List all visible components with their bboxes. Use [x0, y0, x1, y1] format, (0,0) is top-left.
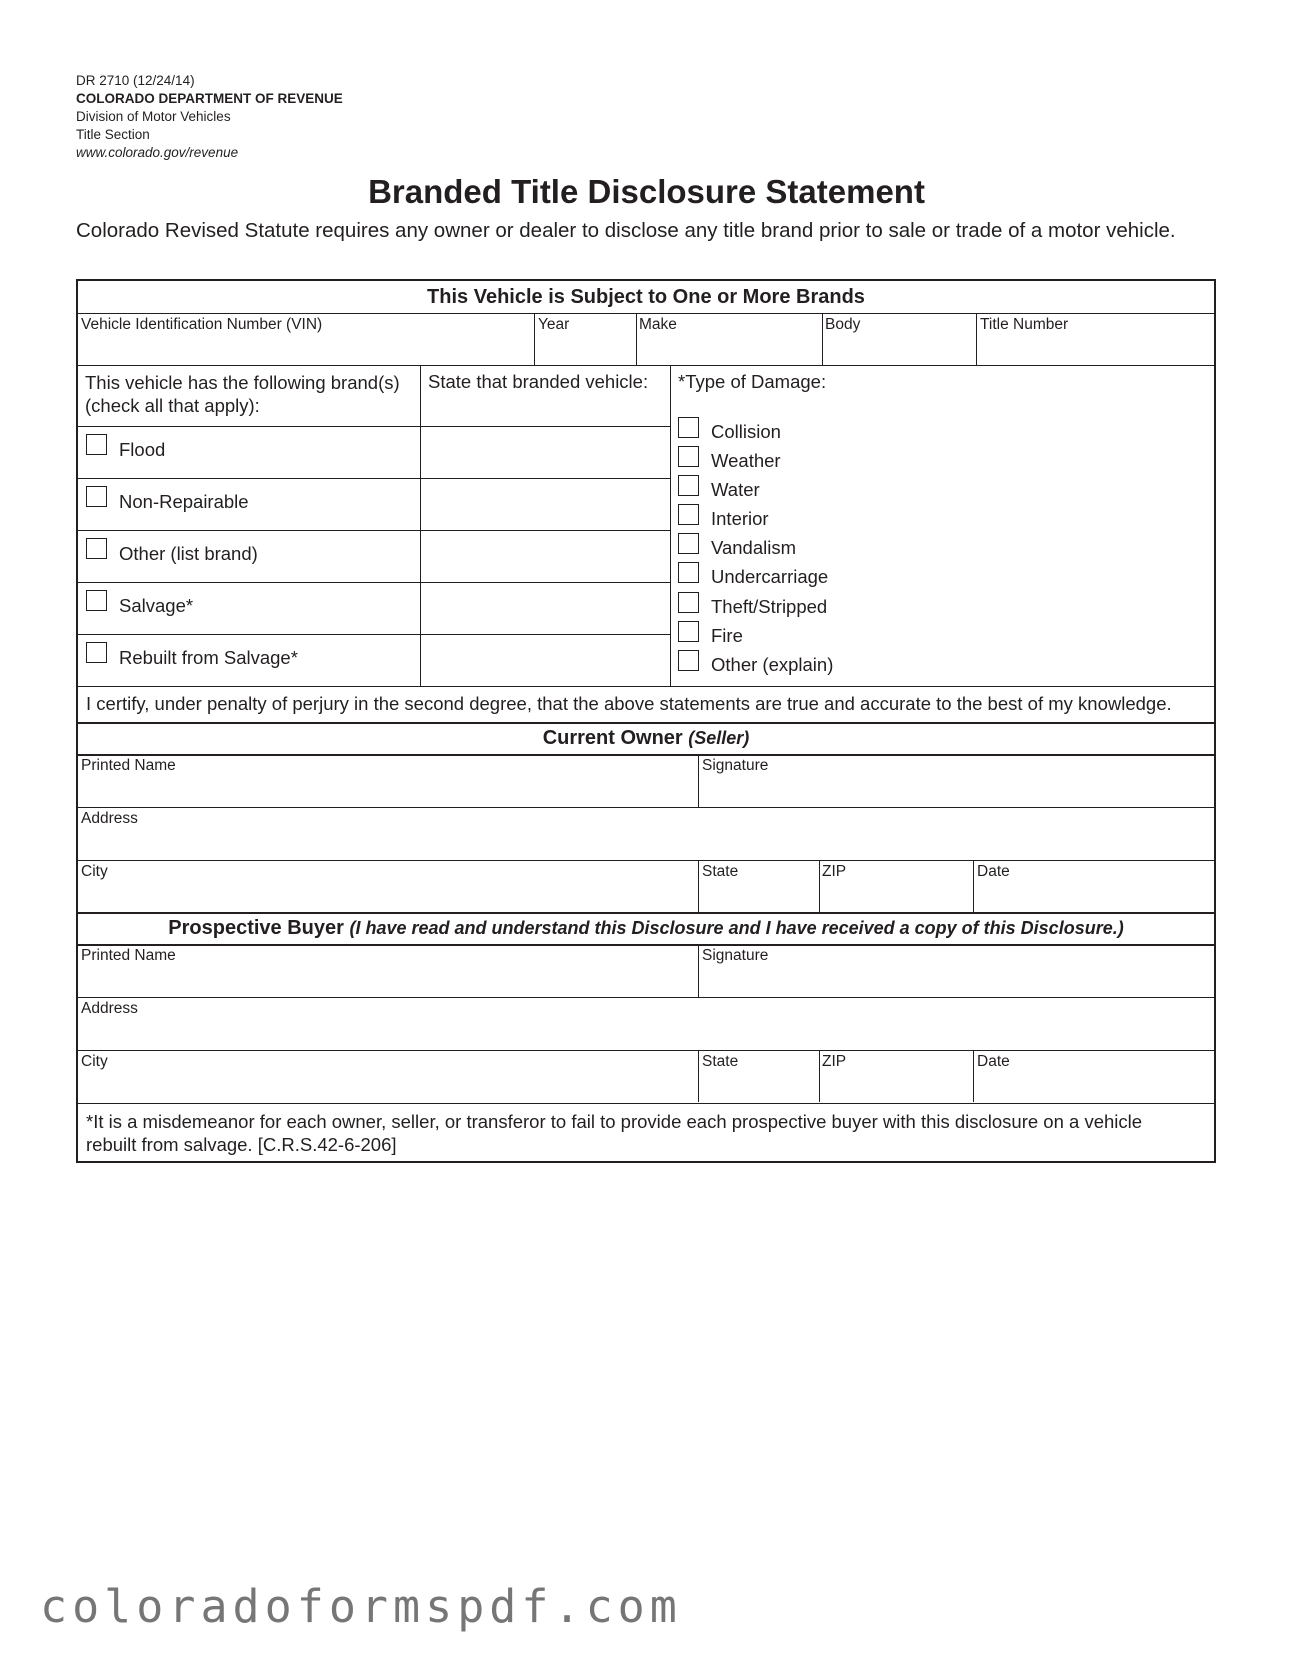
salvage-state-input[interactable] — [421, 583, 670, 634]
brands-heading — [85, 371, 400, 417]
buyer-signature-input[interactable] — [699, 966, 1214, 996]
buyer-date-input[interactable] — [974, 1072, 1214, 1102]
damage-collision-label: Collision — [711, 421, 781, 442]
owner-section-heading — [78, 727, 1214, 750]
buyer-printed-name-label: Printed Name — [81, 947, 176, 964]
buyer-heading-note: (I have read and understand this Disclosure and I have received a copy of this Disclosure.) — [349, 918, 1124, 938]
fire-checkbox[interactable] — [678, 621, 699, 642]
brands-heading-line1: This vehicle has the following brand(s) — [85, 372, 400, 393]
other-brand-state-input[interactable] — [421, 531, 670, 582]
collision-checkbox[interactable] — [678, 417, 699, 438]
make-label: Make — [639, 316, 677, 333]
vin-label: Vehicle Identification Number (VIN) — [81, 316, 323, 333]
flood-state-input[interactable] — [421, 427, 670, 478]
damage-interior-label: Interior — [711, 508, 769, 529]
watermark: coloradoformspdf.com — [40, 1580, 682, 1633]
page-title: Branded Title Disclosure Statement — [368, 173, 925, 210]
state-branded-heading: State that branded vehicle: — [428, 371, 649, 392]
theft-stripped-checkbox[interactable] — [678, 592, 699, 613]
damage-theft-label: Theft/Stripped — [711, 596, 828, 617]
buyer-zip-input[interactable] — [820, 1072, 973, 1102]
non-repairable-state-input[interactable] — [421, 479, 670, 530]
title-number-input[interactable] — [977, 336, 1214, 365]
damage-fire-label: Fire — [711, 625, 743, 646]
title-number-label: Title Number — [980, 316, 1069, 333]
brands-heading-line2: (check all that apply): — [85, 395, 260, 416]
owner-heading-note: (Seller) — [688, 728, 750, 748]
interior-checkbox[interactable] — [678, 504, 699, 525]
damage-undercarriage-label: Undercarriage — [711, 566, 829, 587]
owner-heading-text: Current Owner — [542, 727, 683, 749]
buyer-heading-text: Prospective Buyer — [168, 917, 344, 939]
brand-salvage-label: Salvage* — [119, 595, 194, 616]
owner-address-label: Address — [81, 810, 138, 827]
page-subtitle: Colorado Revised Statute requires any owner or dealer to disclose any title brand prior to sale or trade of a motor vehicle. — [76, 219, 1176, 242]
undercarriage-checkbox[interactable] — [678, 562, 699, 583]
footnote — [86, 1110, 1142, 1156]
rebuilt-from-salvage-checkbox[interactable] — [86, 642, 107, 663]
form-header — [76, 72, 343, 162]
section-name: Title Section — [76, 127, 150, 142]
owner-printed-name-label: Printed Name — [81, 757, 176, 774]
buyer-printed-name-input[interactable] — [78, 966, 698, 996]
brand-non-repairable-label: Non-Repairable — [119, 491, 249, 512]
certification-statement: I certify, under penalty of perjury in the second degree, that the above statements are true and accurate to the best of my knowledge. — [86, 693, 1172, 714]
owner-signature-label: Signature — [702, 757, 769, 774]
damage-weather-label: Weather — [711, 450, 781, 471]
other-damage-checkbox[interactable] — [678, 650, 699, 671]
footnote-line1: *It is a misdemeanor for each owner, seller, or transferor to fail to provide each prospective buyer with this disclosure on a vehicle — [86, 1111, 1143, 1132]
owner-state-label: State — [702, 863, 739, 880]
year-label: Year — [538, 316, 570, 333]
owner-state-input[interactable] — [699, 882, 819, 912]
buyer-state-input[interactable] — [699, 1072, 819, 1102]
body-label: Body — [825, 316, 861, 333]
website-link[interactable]: www.colorado.gov/revenue — [76, 145, 239, 160]
damage-vandalism-label: Vandalism — [711, 537, 797, 558]
owner-address-input[interactable] — [78, 829, 1214, 859]
make-input[interactable] — [637, 336, 822, 365]
damage-heading: *Type of Damage: — [678, 371, 827, 392]
buyer-signature-label: Signature — [702, 947, 769, 964]
disclosure-form — [76, 279, 1216, 1163]
flood-checkbox[interactable] — [86, 434, 107, 455]
vin-input[interactable] — [78, 336, 534, 365]
department-name: COLORADO DEPARTMENT OF REVENUE — [76, 91, 343, 106]
owner-printed-name-input[interactable] — [78, 776, 698, 806]
buyer-state-label: State — [702, 1053, 739, 1070]
buyer-address-label: Address — [81, 1000, 138, 1017]
damage-other-label: Other (explain) — [711, 654, 834, 675]
body-input[interactable] — [823, 336, 976, 365]
buyer-address-input[interactable] — [78, 1019, 1214, 1049]
footnote-line2: rebuilt from salvage. [C.R.S.42-6-206] — [86, 1134, 397, 1155]
damage-water-label: Water — [711, 479, 760, 500]
buyer-zip-label: ZIP — [822, 1053, 847, 1070]
brand-rebuilt-label: Rebuilt from Salvage* — [119, 647, 298, 668]
weather-checkbox[interactable] — [678, 446, 699, 467]
buyer-date-label: Date — [977, 1053, 1010, 1070]
vandalism-checkbox[interactable] — [678, 533, 699, 554]
non-repairable-checkbox[interactable] — [86, 486, 107, 507]
salvage-checkbox[interactable] — [86, 590, 107, 611]
year-input[interactable] — [535, 336, 636, 365]
owner-date-label: Date — [977, 863, 1010, 880]
vehicle-section-heading: This Vehicle is Subject to One or More Brands — [427, 286, 865, 308]
water-checkbox[interactable] — [678, 475, 699, 496]
buyer-section-heading — [78, 917, 1214, 940]
brand-flood-label: Flood — [119, 439, 166, 460]
other-brand-checkbox[interactable] — [86, 538, 107, 559]
owner-date-input[interactable] — [974, 882, 1214, 912]
owner-city-input[interactable] — [78, 882, 698, 912]
division-name: Division of Motor Vehicles — [76, 109, 231, 124]
rebuilt-state-input[interactable] — [421, 635, 670, 686]
buyer-city-input[interactable] — [78, 1072, 698, 1102]
owner-zip-input[interactable] — [820, 882, 973, 912]
owner-zip-label: ZIP — [822, 863, 847, 880]
brand-other-label: Other (list brand) — [119, 543, 258, 564]
buyer-city-label: City — [81, 1053, 108, 1070]
owner-city-label: City — [81, 863, 108, 880]
form-number: DR 2710 (12/24/14) — [76, 73, 195, 88]
owner-signature-input[interactable] — [699, 776, 1214, 806]
